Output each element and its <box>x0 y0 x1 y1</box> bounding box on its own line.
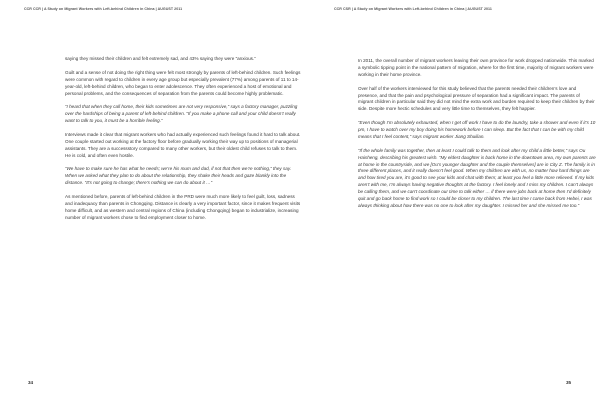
body-column <box>358 58 596 217</box>
page-number: 34 <box>28 380 34 385</box>
quote-paragraph: “If the whole family was together, then at least I could talk to them and look after my child a little better,” says Ou Haisheng, describing his greatest wish. “My eldest daughter is back home in the downtown area, my own parents are at home in the countryside, and we [Ou’s younger daughter and the couple themselves] are in City Z. The family is in three different places, and it really doesn’t feel good. When my children are with us, no matter how hard things are and how tired you are, it’s good to see your kids and chat with them; at least you feel a little more relieved. If my kids aren’t with me, I’m always having negative thoughts at the factory. I feel lonely and I miss my children. I can’t always be calling them, and we can’t coordinate our time to talk either … if there were jobs back at home then I’d definitely quit and go back home to find work so I could be closer to my children. The last time I came back from Hebei, I was always thinking about how there was no one to look after my daughter. I missed her and she missed me too.” <box>358 147 596 208</box>
right-page <box>300 0 600 407</box>
quote-paragraph: “I heard that when they call home, their kids sometimes are not very responsive,” says a factory manager, puzzling over the hardships of being a parent of left-behind children. “If you make a phone call and your child doesn’t really want to talk to you, it must be a horrible feeling.” <box>65 104 298 124</box>
body-column <box>65 56 301 229</box>
running-header: CCR CCR | A Study on Migrant Workers with Left-behind Children in China | AUGUST 2011 <box>24 7 183 11</box>
quote-paragraph: “Even though I’m absolutely exhausted, when I get off work I have to do the laundry, take a shower and even if it’s 10 pm, I have to watch over my boy doing his homework before I can sleep. But the fact that I can be with my child means that I feel content,” says migrant worker Jiang Shuilian. <box>358 120 596 139</box>
paragraph: Interviews made it clear that migrant workers who had actually experienced such feelings found it hard to talk about. One couple started out working at the factory floor before gradually working their way up to positions of managerial assistants. They are a successstory compared to many other workers, but their oldest child refuses to talk to them. He is cold, and often even hostile. <box>65 131 301 158</box>
paragraph: In 2011, the overall number of migrant workers leaving their own province for work dropped nationwide. This marked a symbolic tipping point in the national pattern of migration, where for the first time, majority of migrant workers were working in their home province. <box>358 58 594 77</box>
page-number: 35 <box>566 380 572 385</box>
paragraph: Over half of the workers interviewed for this study believed that the parents needed their children’s love and presence, and that the pain and psychological pressure of separation had a significant impact. The parents of migrant children in particular said they did not mind the extra work and burden required to keep their children by their side. Despite more hectic schedules and very little time to themselves, they felt happier. <box>358 85 595 112</box>
quote-paragraph: “We have to make sure he has what he needs; we’re his mum and dad, if not that then we’re nothing,” they say. When we asked what they plan to do about the relationship, they shake their heads and gaze blankly into the distance. “It’s not going to change; there’s nothing we can do about it …” <box>65 166 292 186</box>
paragraph: saying they missed their children and felt extremely sad, and 43% saying they were “anxious.” <box>65 56 256 61</box>
paragraph: Guilt and a sense of not doing the right thing were felt most strongly by parents of left-behind children. Such feelings were common with regard to children in every age group but especially prevalent (77%) among parents of 11 to 14-year-old, left-behind children, who began to enter adolescence. They often experienced a host of emotional and personal problems, and the consequences of separation from the parents could become highly problematic. <box>65 69 301 96</box>
running-header: CCR CSR | A Study on Migrant Workers with Left-behind Children in China | AUGUST 2011 <box>334 7 492 11</box>
paragraph: As mentioned before, parents of left-behind children in the PRD were much more likely to feel guilt, loss, sadness and inadequacy than parents in Chongqing. Distance is clearly a very important factor, since it makes frequent visits home difficult, and as western and central regions of China (including Chongqing) began to industrialize, increasing number of migrant workers chose to find employment closer to home. <box>65 194 301 220</box>
